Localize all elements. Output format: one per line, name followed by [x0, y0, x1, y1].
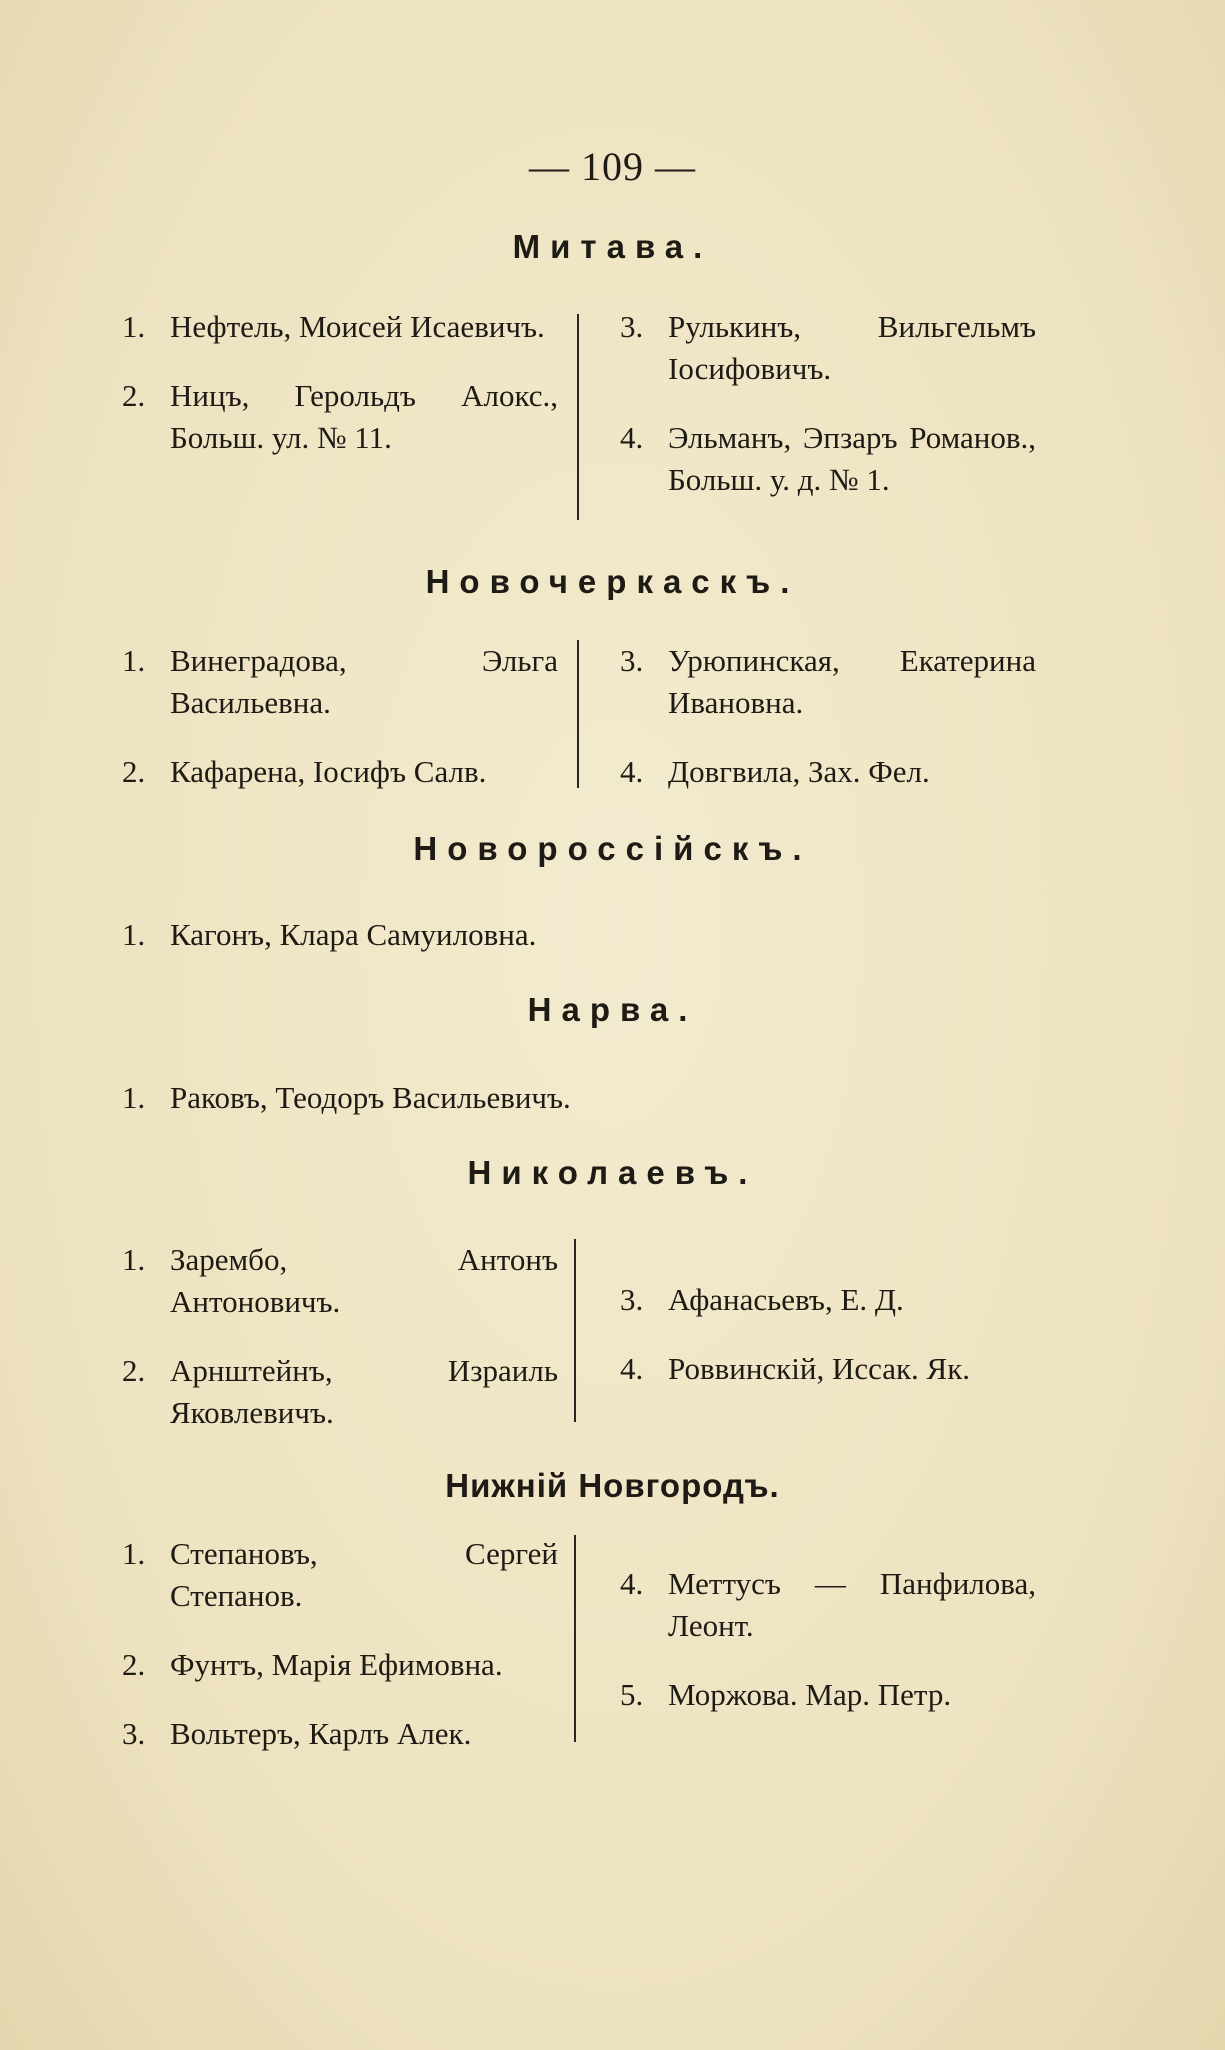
item-text: Нефтель, Моисей Исаевичъ.	[170, 309, 545, 344]
item-text: Вольтеръ, Карлъ Алек.	[170, 1716, 472, 1751]
item-number: 1.	[122, 643, 146, 678]
list-item	[616, 751, 1036, 793]
item-text: Довгвила, Зах. Фел.	[668, 754, 930, 789]
list-item	[616, 1674, 1036, 1716]
item-text: Раковъ, Теодоръ Васильевичъ.	[170, 1080, 571, 1115]
item-text: Арнштейнъ, Израиль Яковлевичъ.	[170, 1353, 558, 1430]
list-item	[118, 1713, 558, 1755]
section-narva-list	[118, 1077, 1033, 1119]
item-text: Кафарена, Іосифъ Салв.	[170, 754, 487, 789]
section-heading-nizhny-novgorod: Нижній Новгородъ.	[445, 1467, 780, 1504]
section-novorossiysk-list	[118, 914, 1033, 956]
right-column	[616, 1563, 1036, 1743]
section-heading-novorossiysk: Новороссійскъ.	[413, 830, 812, 867]
right-column	[616, 1279, 1036, 1417]
item-number: 5.	[620, 1677, 644, 1712]
column-divider	[574, 1535, 576, 1742]
list-item	[616, 1348, 1036, 1390]
list-item	[118, 1644, 558, 1686]
item-number: 4.	[620, 754, 644, 789]
item-number: 3.	[620, 643, 644, 678]
item-number: 3.	[122, 1716, 146, 1751]
right-column	[616, 306, 1036, 528]
item-text: Кагонъ, Клара Самуиловна.	[170, 917, 537, 952]
item-text: Роввинскій, Иссак. Як.	[668, 1351, 971, 1386]
item-number: 1.	[122, 917, 146, 952]
item-number: 4.	[620, 1351, 644, 1386]
item-text: Меттусъ — Панфилова, Леонт.	[668, 1566, 1036, 1643]
item-text: Винеградова, Эльга Васильевна.	[170, 643, 558, 720]
item-number: 2.	[122, 1647, 146, 1682]
list-item	[118, 375, 558, 459]
list-item	[118, 1533, 558, 1617]
item-number: 2.	[122, 1353, 146, 1388]
item-text: Афанасьевъ, Е. Д.	[668, 1282, 904, 1317]
item-number: 2.	[122, 378, 146, 413]
page-number: — 109 —	[529, 144, 696, 189]
left-column	[118, 1533, 558, 1782]
item-text: Степановъ, Сергей Степанов.	[170, 1536, 558, 1613]
column-divider	[577, 314, 579, 520]
left-column	[118, 306, 558, 486]
section-heading-mitava: Митава.	[512, 228, 713, 265]
item-number: 4.	[620, 1566, 644, 1601]
left-column	[118, 640, 558, 820]
right-column	[616, 640, 1036, 820]
list-item	[118, 914, 1033, 956]
item-number: 3.	[620, 309, 644, 344]
section-heading-narva: Нарва.	[527, 991, 698, 1028]
item-text: Эльманъ, Эпзаръ Романов., Больш. у. д. № 1.	[668, 420, 1036, 497]
item-number: 1.	[122, 1536, 146, 1571]
list-item	[118, 306, 558, 348]
item-text: Зарембо, Антонъ Антоновичъ.	[170, 1242, 558, 1319]
list-item	[118, 1077, 1033, 1119]
item-number: 1.	[122, 309, 146, 344]
section-heading-nikolaev: Николаевъ.	[467, 1154, 758, 1191]
column-divider	[577, 640, 579, 788]
item-number: 3.	[620, 1282, 644, 1317]
list-item	[616, 640, 1036, 724]
list-item	[118, 1239, 558, 1323]
item-text: Урюпинская, Екатерина Ивановна.	[668, 643, 1036, 720]
list-item	[616, 306, 1036, 390]
left-column	[118, 1239, 558, 1461]
item-number: 1.	[122, 1080, 146, 1115]
item-number: 2.	[122, 754, 146, 789]
list-item	[616, 1563, 1036, 1647]
item-number: 1.	[122, 1242, 146, 1277]
section-heading-novocherkask: Новочеркаскъ.	[425, 563, 800, 600]
item-text: Рулькинъ, Вильгельмъ Іосифовичъ.	[668, 309, 1036, 386]
list-item	[118, 640, 558, 724]
list-item	[118, 751, 558, 793]
item-text: Ницъ, Герольдъ Алокс., Больш. ул. № 11.	[170, 378, 558, 455]
list-item	[118, 1350, 558, 1434]
list-item	[616, 417, 1036, 501]
column-divider	[574, 1239, 576, 1422]
list-item	[616, 1279, 1036, 1321]
item-text: Моржова. Мар. Петр.	[668, 1677, 952, 1712]
item-number: 4.	[620, 420, 644, 455]
item-text: Фунтъ, Марія Ефимовна.	[170, 1647, 503, 1682]
